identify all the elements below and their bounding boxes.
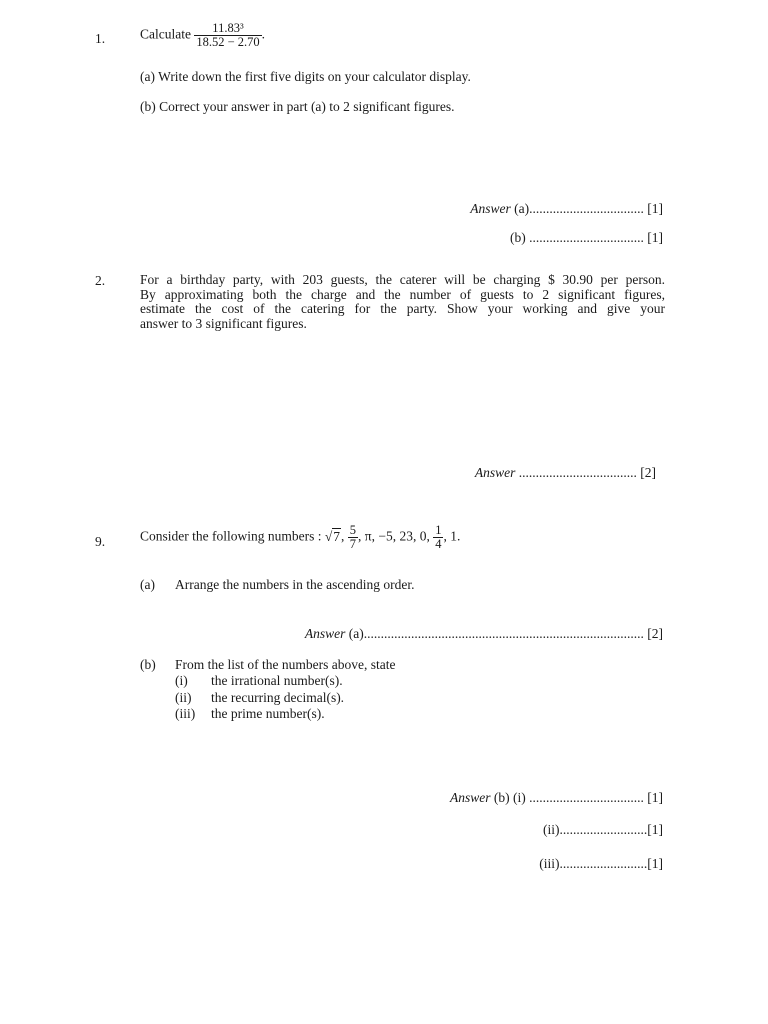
q9-fraction-2-den: 4	[435, 537, 442, 552]
q9-answer-b-ii-line	[543, 822, 663, 838]
q9-sqrt-value: 7	[333, 528, 341, 544]
q1-part-b: (b) Correct your answer in part (a) to 2 significant figures.	[140, 99, 455, 114]
q2-answer-field[interactable]: ...................................	[518, 465, 637, 480]
q9-intro: Consider the following numbers :	[140, 528, 322, 544]
q9-end: , 1.	[443, 528, 461, 544]
q9-answer-a-label: Answer	[304, 626, 346, 641]
q1-answer-b-marks: [1]	[647, 230, 663, 245]
q1-fraction	[194, 22, 261, 49]
q1-answer-a-label: Answer	[470, 201, 511, 216]
q2-line: By approximating both the charge and the number of guests to 2 significant figures,	[140, 286, 665, 302]
q9-fraction-1-den: 7	[349, 537, 357, 552]
q9-answer-a-line	[305, 626, 663, 642]
q9-answer-b-label: Answer	[450, 790, 491, 805]
q9-fraction-2-num: 1	[435, 523, 442, 537]
q1-part-a: (a) Write down the first five digits on your calculator display.	[140, 69, 471, 84]
q9-answer-b-iii-field[interactable]: ..........................	[559, 856, 648, 871]
q9-answer-a-marks: [2]	[647, 626, 663, 641]
q2-line: answer to 3 significant figures.	[140, 315, 307, 331]
q9-answer-b-i-line	[450, 790, 663, 806]
q1-answer-a-part: (a)	[514, 201, 530, 216]
q1-answer-b-part: (b)	[510, 230, 526, 245]
q1-answer-a-line	[470, 201, 663, 217]
q2-text	[140, 273, 665, 331]
q2-answer-line	[475, 465, 656, 481]
q9-fraction-2	[433, 524, 443, 551]
q9-stem	[140, 524, 460, 551]
q9-fraction-1-num: 5	[349, 523, 357, 537]
q9-fraction-1	[348, 524, 358, 551]
q9-part-b-label: (b)	[140, 657, 156, 672]
q9-answer-a-field[interactable]: ...................................................................................	[363, 626, 644, 641]
q2-answer-label: Answer	[474, 465, 516, 480]
q1-fraction-numerator: 11.83³	[212, 21, 244, 35]
q1-answer-a-field[interactable]: ..................................	[529, 201, 644, 216]
q9-part-a-label: (a)	[140, 577, 155, 592]
q9-sub-iii-text: the prime number(s).	[211, 706, 325, 721]
q9-sub-i-label: (i)	[175, 673, 188, 688]
q9-number: 9.	[95, 534, 106, 549]
q9-part-b-text: From the list of the numbers above, state	[175, 657, 396, 672]
q1-stem	[140, 22, 265, 49]
q9-middle-numbers: , π, −5, 23, 0,	[358, 528, 430, 544]
q1-answer-b-line	[510, 230, 663, 246]
q9-part-a-text: Arrange the numbers in the ascending order.	[175, 577, 415, 592]
q1-fraction-end: .	[261, 26, 266, 42]
q9-answer-b-iii-line	[539, 856, 663, 872]
q1-fraction-denominator: 18.52 − 2.70	[196, 35, 260, 50]
q9-sub-i-text: the irrational number(s).	[211, 673, 343, 688]
q9-answer-b-ii-marks: [1]	[647, 822, 663, 837]
q2-line: For a birthday party, with 203 guests, the caterer will be charging $ 30.90 per person.	[140, 272, 665, 287]
sqrt-icon: √	[324, 528, 333, 544]
q9-sep: ,	[341, 528, 345, 544]
q9-answer-b-part: (b) (i)	[493, 790, 526, 805]
q9-answer-b-iii-part: (iii)	[539, 856, 560, 871]
q2-answer-marks: [2]	[640, 465, 656, 480]
q2-number: 2.	[95, 273, 106, 288]
q9-answer-b-i-marks: [1]	[647, 790, 663, 805]
q9-answer-b-ii-part: (ii)	[543, 822, 560, 837]
q9-answer-b-ii-field[interactable]: ..........................	[559, 822, 648, 837]
q1-calculate-label: Calculate	[140, 26, 191, 42]
q1-number: 1.	[95, 31, 106, 46]
q9-answer-a-part: (a)	[348, 626, 364, 641]
q9-sqrt	[325, 529, 341, 545]
q9-sub-iii-label: (iii)	[175, 706, 196, 721]
q9-sub-ii-label: (ii)	[175, 690, 192, 705]
q1-answer-a-marks: [1]	[647, 201, 663, 216]
q9-answer-b-iii-marks: [1]	[647, 856, 663, 871]
q1-answer-b-field[interactable]: ..................................	[529, 230, 644, 245]
q2-line: estimate the cost of the catering for the party. Show your working and give your	[140, 301, 665, 316]
q9-sub-ii-text: the recurring decimal(s).	[211, 690, 345, 705]
q9-answer-b-i-field[interactable]: ..................................	[529, 790, 644, 805]
